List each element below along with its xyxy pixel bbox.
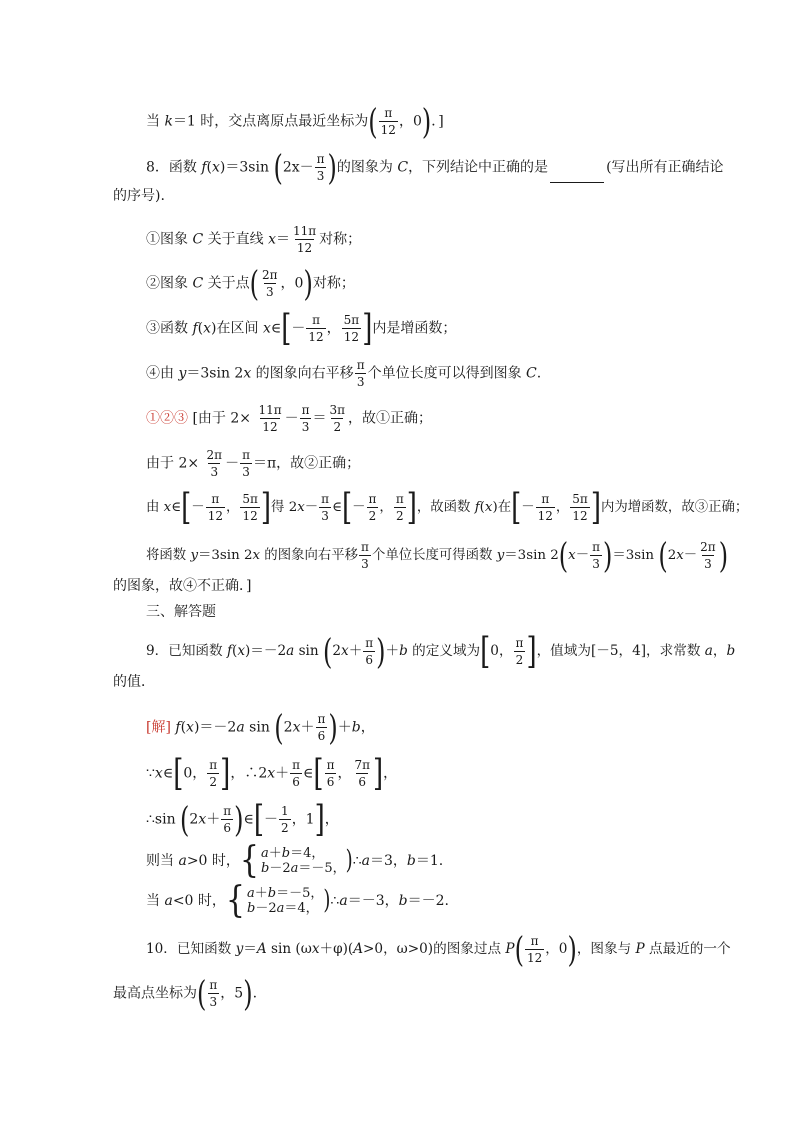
question-9-line2: 的值． — [113, 674, 155, 690]
answer-line-k1: 当 k＝1 时，交点离原点最近坐标为( $\frac{\pi}{12}$ ，0)．] — [146, 101, 444, 142]
solution-line-4: 则当 a>0 时， { a＋b＝4， b－2a＝－5， )∴a＝3，b＝1. — [146, 839, 444, 882]
question-10: 10．已知函数 y＝A sin (ωx＋φ)(A>0，ω>0)的图象过点 P( $\frac{\pi}{12}$ ，0)，图象与 P 点最近的一个 — [146, 929, 731, 970]
option-3: ③函数 f(x)在区间 x∈[－ $\frac{\pi}{12}$ ， $\frac{5\pi}{12}$ ]内是增函数； — [146, 307, 457, 350]
option-2: ②图象 C 关于点( $\frac{2\pi}{3}$ ，0)对称； — [146, 263, 355, 304]
answer-line-5: 的图象，故④不正确．] — [113, 578, 252, 594]
solution-line-5: 当 a<0 时， { a＋b＝－5， b－2a＝4， )∴a＝－3，b＝－2. — [146, 879, 449, 922]
answer-line-2: 由于 2× $\frac{2\pi}{3}$ － $\frac{\pi}{3}$ ＝π，故②正确； — [146, 448, 361, 479]
answer-line-1: ①②③ [由于 2× $\frac{11\pi}{12}$ － $\frac{\pi}{3}$ ＝ $\frac{3\pi}{2}$ ，故①正确； — [146, 403, 433, 434]
section-heading: 三、解答题 — [146, 604, 216, 620]
answer-line-4: 将函数 y＝3sin 2x 的图象向右平移 $\frac{\pi}{3}$ 个单位长度可得函数 y＝3sin 2(x－ $\frac{\pi}{3}$ )＝3sin (2x－ $\frac{2\pi}{3}$ ) — [146, 535, 729, 576]
solution-line-2: ∵x∈[0， $\frac{\pi}{2}$ ]，∴2x＋ $\frac{\pi}{6}$ ∈[ $\frac{\pi}{6}$ ， $\frac{7\pi}{6}$ ]， — [146, 752, 398, 795]
answer-blank — [550, 168, 604, 183]
question-10-line2: 最高点坐标为( $\frac{\pi}{3}$ ，5). — [113, 973, 258, 1014]
solution-line-3: ∴sin (2x＋ $\frac{\pi}{6}$ )∈[－ $\frac{1}{2}$ ，1]， — [146, 798, 339, 841]
answer-line-3: 由 x∈[－ $\frac{\pi}{12}$ ， $\frac{5\pi}{12}$ ]得 2x－ $\frac{\pi}{3}$ ∈[－ $\frac{\pi}{2}$ ， $\frac{\pi}{2}$ ]，故函数 f(x)在[－ $\frac{\pi}{12}$ ， $\frac{5\pi}{12}$ ]内为增函数，故③正确； — [146, 486, 749, 529]
question-9: 9．已知函数 f(x)＝－2a sin (2x＋ $\frac{\pi}{6}$ )＋b 的定义域为[0， $\frac{\pi}{2}$ ]，值域为[－5，4]，求常数 a，b — [146, 630, 736, 673]
question-8: 8．函数 f(x)＝3sin (2x－ $\frac{\pi}{3}$ )的图象为 C，下列结论中正确的是 (写出所有正确结论 — [146, 147, 724, 188]
option-4: ④由 y＝3sin 2x 的图象向右平移 $\frac{\pi}{3}$ 个单位长度可以得到图象 C. — [146, 358, 542, 389]
solution-tag: [解] — [146, 719, 171, 736]
option-1: ①图象 C 关于直线 x＝ $\frac{11\pi}{12}$ 对称； — [146, 224, 362, 255]
question-8-line2: 的序号). — [113, 188, 165, 204]
solution-line-1: [解] f(x)＝－2a sin (2x＋ $\frac{\pi}{6}$ )＋b， — [146, 707, 375, 748]
answer-key: ①②③ — [146, 410, 188, 427]
